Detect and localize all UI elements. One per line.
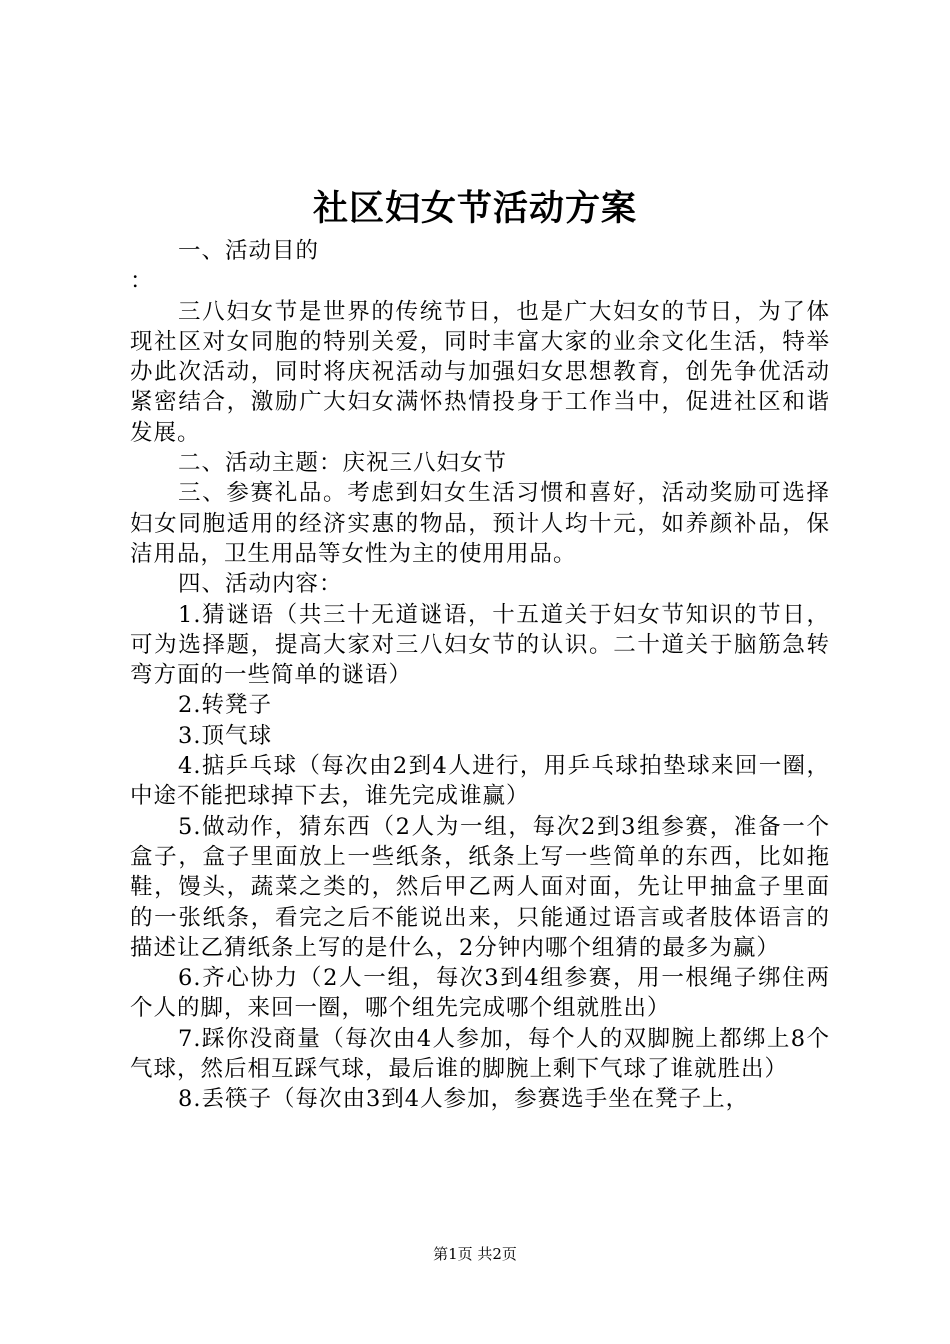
list-item: 3.顶气球 — [178, 722, 272, 749]
document-title: 社区妇女节活动方案 — [312, 188, 637, 229]
paragraph-prizes: 三、参赛礼品。考虑到妇女生活习惯和喜好，活动奖励可选择妇女同胞适用的经济实惠的物品，预计人均十元，如养颜补品，保洁用品，卫生用品等女性为主的使用用品。 — [130, 480, 830, 567]
section-heading-theme: 二、活动主题：庆祝三八妇女节 — [178, 450, 508, 477]
list-item: 2.转凳子 — [178, 692, 272, 719]
document-body — [130, 236, 830, 1115]
list-item: 4.掂乒乓球（每次由2到4人进行，用乒乓球拍垫球来回一圈，中途不能把球掉下去，谁先完成谁赢） — [130, 753, 830, 810]
colon-line: ： — [130, 268, 154, 295]
list-item: 6.齐心协力（2人一组，每次3到4组参赛，用一根绳子绑住两个人的脚，来回一圈，哪个组先完成哪个组就胜出） — [130, 965, 830, 1022]
list-item: 1.猜谜语（共三十无道谜语，十五道关于妇女节知识的节日，可为选择题，提高大家对三八妇女节的认识。二十道关于脑筋急转弯方面的一些简单的谜语） — [130, 601, 830, 689]
list-item: 8.丢筷子（每次由3到4人参加，参赛选手坐在凳子上， — [178, 1086, 750, 1113]
section-heading-purpose: 一、活动目的 — [178, 238, 320, 264]
list-item: 5.做动作，猜东西（2人为一组，每次2到3组参赛，准备一个盒子，盒子里面放上一些纸条，纸条上写一些简单的东西，比如拖鞋，馒头，蔬菜之类的，然后甲乙两人面对面，先让甲抽盒子里面的一张纸条，看完之后不能说出来，只能通过语言或者肢体语言的描述让乙猜纸条上写的是什么，2分钟内哪个组猜的最多为赢） — [130, 813, 830, 961]
section-heading-content: 四、活动内容： — [178, 571, 343, 598]
paragraph-purpose: 三八妇女节是世界的传统节日，也是广大妇女的节日，为了体现社区对女同胞的特别关爱，同时丰富大家的业余文化生活，特举办此次活动，同时将庆祝活动与加强妇女思想教育，创先争优活动紧密结合，激励广大妇女满怀热情投身于工作当中，促进社区和谐发展。 — [130, 298, 830, 446]
page-footer: 第1页 共2页 — [433, 1245, 517, 1263]
list-item: 7.踩你没商量（每次由4人参加，每个人的双脚腕上都绑上8个气球，然后相互踩气球，最后谁的脚腕上剩下气球了谁就胜出） — [130, 1025, 830, 1083]
